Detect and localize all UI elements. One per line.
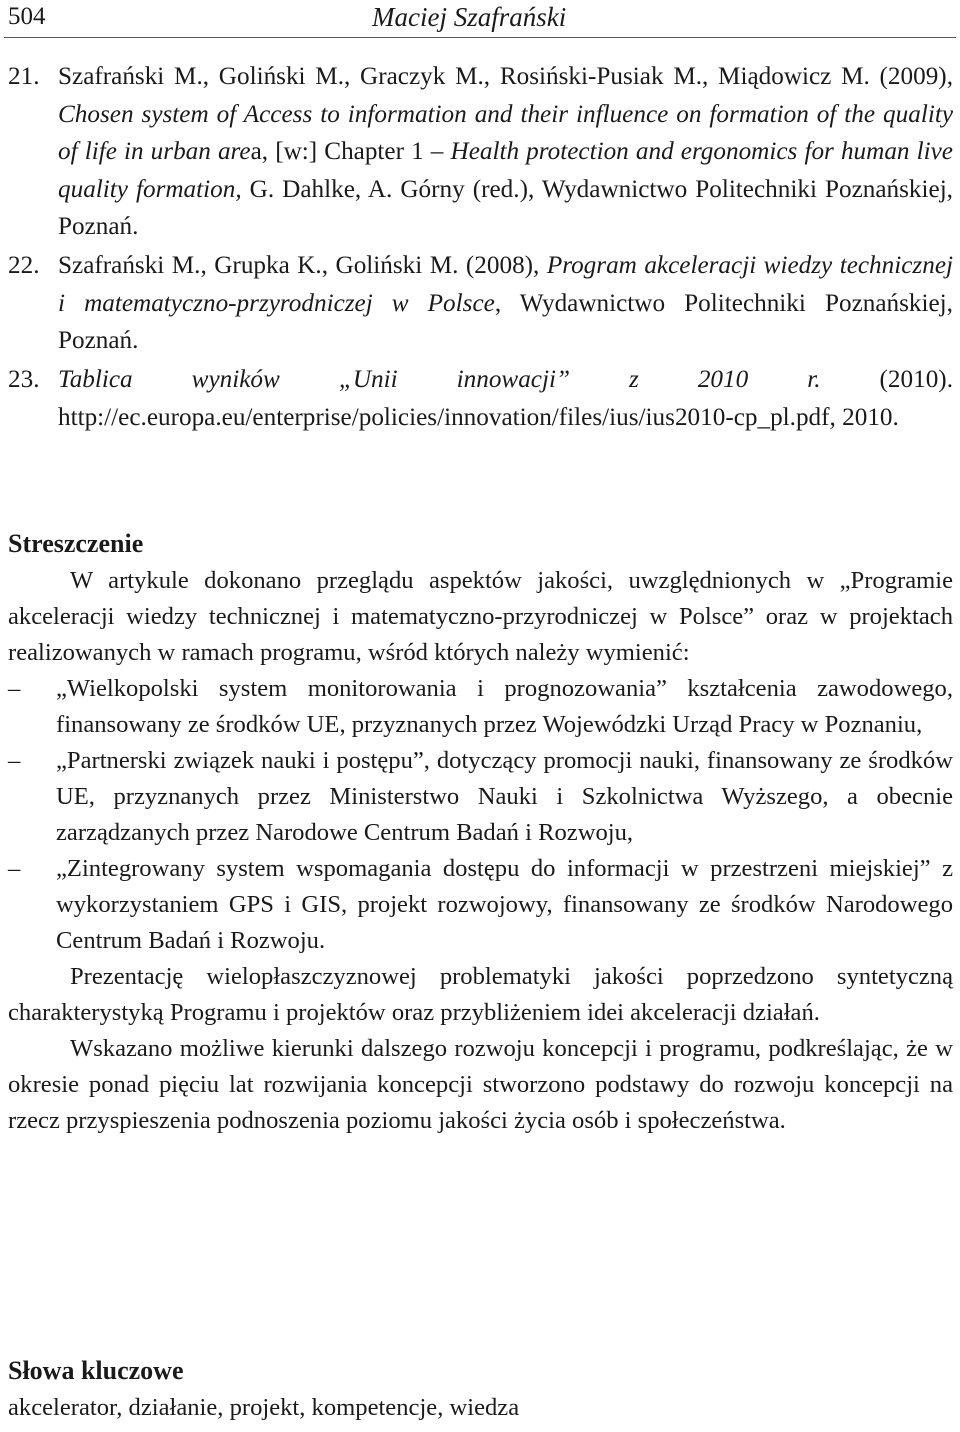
reference-title: Tablica wyników „Unii innowacji” z 2010 r. xyxy=(58,366,821,393)
keywords-text: akcelerator, działanie, projekt, kompetencje, wiedza xyxy=(8,1394,520,1421)
reference-authors: Szafrański M., Goliński M., Graczyk M., Rosiński-Pusiak M., Miądowicz M. (2009), xyxy=(58,63,953,90)
project-list xyxy=(8,671,953,959)
dash-bullet: – xyxy=(8,855,21,882)
list-item xyxy=(8,743,953,851)
reference-item xyxy=(8,247,953,360)
list-item-text: „Partnerski związek nauki i postępu”, dotyczący promocji nauki, finansowany ze środków UE, przyznanych przez Ministerstwo Nauki i Szkolnictwa Wyższego, a obecnie zarządzanych przez Narodowe Centrum Badań i Rozwoju, xyxy=(56,747,953,846)
abstract-intro: W artykule dokonano przeglądu aspektów jakości, uwzględnionych w „Programie akceleracji wiedzy technicznej i matematyczno-przyrodniczej w Polsce” oraz w projektach realizowanych w ramach programu, wśród których należy wymienić: xyxy=(8,567,953,666)
abstract-paragraph: Wskazano możliwe kierunki dalszego rozwoju koncepcji i programu, podkreślając, że w okresie ponad pięciu lat rozwijania koncepcji stworzono podstawy do rozwoju koncepcji na rzecz przyspieszenia podnoszenia poziomu jakości życia osób i społeczeństwa. xyxy=(8,1035,953,1134)
reference-text: a, [w:] Chapter 1 – xyxy=(250,138,451,165)
reference-publisher: , Wydawnictwo Politechniki Poznańskiej, Poznań. xyxy=(58,289,953,354)
reference-title: Chosen system of Access to information and their influence on formation of the quality of life in urban are xyxy=(58,100,953,165)
keywords-heading: Słowa kluczowe xyxy=(8,1356,184,1385)
list-item xyxy=(8,851,953,959)
abstract-paragraph: Prezentację wielopłaszczyznowej problematyki jakości poprzedzono syntetyczną charakterystyką Programu i projektów oraz przybliżeniem idei akceleracji działań. xyxy=(8,963,953,1026)
header-rule xyxy=(4,37,956,38)
abstract-heading: Streszczenie xyxy=(8,529,144,558)
reference-authors: Szafrański M., Grupka K., Goliński M. (2008), xyxy=(58,252,547,279)
list-item-text: „Zintegrowany system wspomagania dostępu do informacji w przestrzeni miejskiej” z wykorzystaniem GPS i GIS, projekt rozwojowy, finansowany ze środków Narodowego Centrum Badań i Rozwoju. xyxy=(56,855,953,954)
dash-bullet: – xyxy=(8,747,21,774)
reference-url: (2010). http://ec.europa.eu/enterprise/policies/innovation/files/ius/ius2010-cp_pl.pdf, 2010. xyxy=(58,366,953,431)
running-head-author: Maciej Szafrański xyxy=(372,2,567,32)
keywords-section xyxy=(8,1352,953,1426)
reference-publisher: G. Dahlke, A. Górny (red.), Wydawnictwo Politechniki Poznańskiej, Poznań. xyxy=(58,175,953,240)
list-item xyxy=(8,671,953,743)
list-item-text: „Wielkopolski system monitorowania i prognozowania” kształcenia zawodowego, finansowany ze środków UE, przyznanych przez Wojewódzki Urząd Pracy w Poznaniu, xyxy=(56,675,953,738)
reference-title: Health protection and ergonomics for human live quality formation, xyxy=(58,138,953,203)
abstract-section xyxy=(8,525,953,1139)
reference-list xyxy=(8,58,953,438)
reference-number: 22. xyxy=(8,252,40,279)
reference-title: Program akceleracji wiedzy technicznej i matematyczno-przyrodniczej w Polsce xyxy=(58,252,953,317)
reference-item xyxy=(8,361,953,436)
reference-number: 21. xyxy=(8,63,40,90)
dash-bullet: – xyxy=(8,675,21,702)
page-header xyxy=(0,0,960,40)
reference-item xyxy=(8,58,953,246)
page-number: 504 xyxy=(8,3,46,30)
reference-number: 23. xyxy=(8,366,40,393)
